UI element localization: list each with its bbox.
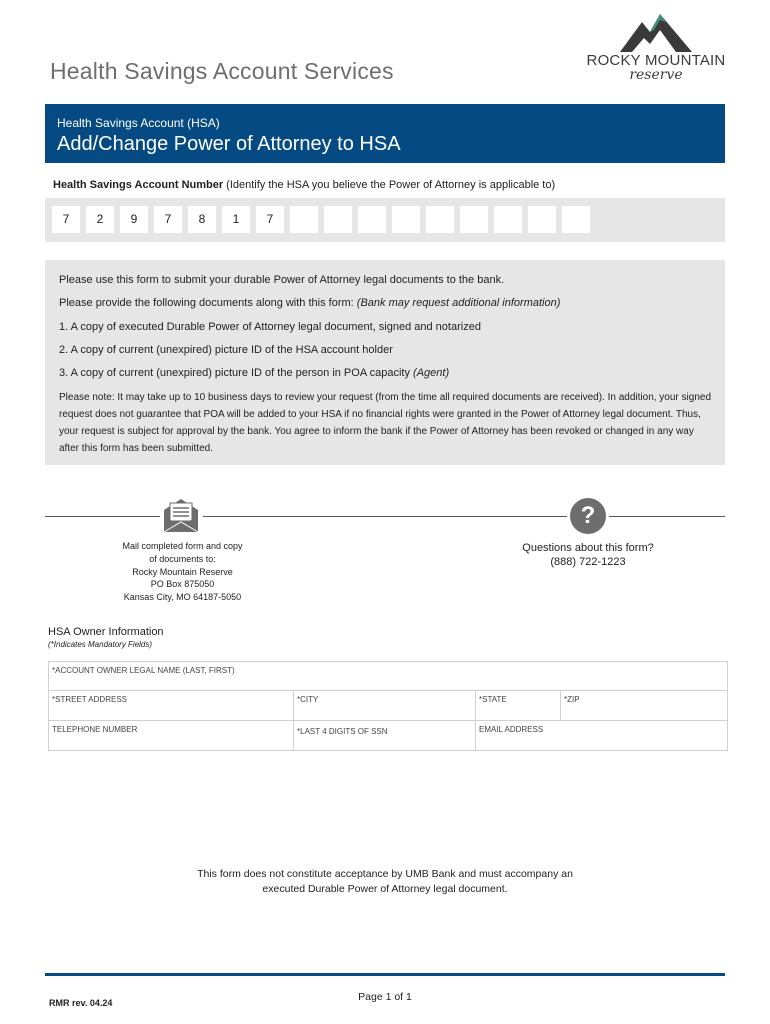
email-label: EMAIL ADDRESS (479, 725, 544, 734)
ssn-last4-field[interactable] (293, 720, 476, 751)
account-digit-4[interactable]: 7 (154, 206, 182, 233)
telephone-label: TELEPHONE NUMBER (52, 725, 138, 734)
instructions-intro: Please use this form to submit your durable Power of Attorney legal documents to the bank. (59, 274, 505, 286)
logo-text-line1: ROCKY MOUNTAIN (586, 52, 726, 69)
form-title-banner (45, 104, 725, 163)
telephone-field[interactable] (48, 720, 294, 751)
account-digit-8[interactable] (290, 206, 318, 233)
account-digit-16[interactable] (562, 206, 590, 233)
disclaimer-line-2: executed Durable Power of Attorney legal document. (262, 883, 508, 895)
instructions-item-3 (59, 367, 449, 379)
account-number-label (53, 179, 555, 191)
account-digit-12[interactable] (426, 206, 454, 233)
questions-phone: (888) 722-1223 (550, 556, 626, 568)
state-label: *STATE (479, 695, 507, 704)
instructions-item-3-note: (Agent) (413, 367, 450, 379)
zip-field[interactable] (560, 690, 728, 721)
mailing-address (95, 540, 270, 604)
city-label: *CITY (297, 695, 319, 704)
account-number-label-hint: (Identify the HSA you believe the Power of Attorney is applicable to) (223, 179, 556, 191)
account-digit-1[interactable]: 7 (52, 206, 80, 233)
owner-name-field[interactable] (48, 661, 728, 691)
page-title: Health Savings Account Services (50, 58, 394, 84)
account-digit-9[interactable] (324, 206, 352, 233)
account-digit-11[interactable] (392, 206, 420, 233)
mail-line-4: PO Box 875050 (150, 579, 215, 590)
account-digit-5[interactable]: 8 (188, 206, 216, 233)
zip-label: *ZIP (564, 695, 580, 704)
owner-section-title: HSA Owner Information (48, 626, 164, 638)
owner-name-label: *ACCOUNT OWNER LEGAL NAME (LAST, FIRST) (52, 666, 235, 675)
account-digit-3[interactable]: 9 (120, 206, 148, 233)
instructions-panel (45, 260, 725, 465)
owner-info-grid (48, 661, 728, 751)
envelope-icon (162, 496, 200, 534)
account-digit-13[interactable] (460, 206, 488, 233)
ssn-last4-label: *LAST 4 DIGITS OF SSN (297, 727, 388, 736)
instructions-provide-text: Please provide the following documents along with this form: (59, 297, 357, 309)
city-field[interactable] (293, 690, 476, 721)
banner-subtitle: Health Savings Account (HSA) (57, 116, 220, 130)
mail-line-5: Kansas City, MO 64187-5050 (123, 592, 242, 603)
account-digit-14[interactable] (494, 206, 522, 233)
account-digit-6[interactable]: 1 (222, 206, 250, 233)
divider-middle (203, 516, 567, 517)
instructions-note: Please note: It may take up to 10 business days to review your request (from the time all required documents are received). In addition, your signed request does not guarantee that POA will be added to your HSA if no financial rights were granted in the Power of Attorney legal document. Thus, your request is subject for approval by the bank. You agree to inform the bank if the Power of Attorney has been revoked or changed in any way after this form has been submitted. (59, 392, 712, 454)
owner-section-subtitle: (*Indicates Mandatory Fields) (48, 640, 153, 649)
divider-right (609, 516, 725, 517)
questions-contact (500, 541, 676, 569)
account-digit-2[interactable]: 2 (86, 206, 114, 233)
street-address-field[interactable] (48, 690, 294, 721)
account-digit-7[interactable]: 7 (256, 206, 284, 233)
state-field[interactable] (475, 690, 561, 721)
disclaimer (150, 867, 620, 897)
account-number-field (45, 198, 725, 242)
instructions-provide-note: (Bank may request additional information) (356, 297, 561, 309)
mail-line-3: Rocky Mountain Reserve (132, 566, 233, 577)
revision-code: RMR rev. 04.24 (49, 998, 113, 1008)
account-digit-15[interactable] (528, 206, 556, 233)
page-number: Page 1 of 1 (358, 991, 412, 1003)
mountain-logo-icon (620, 12, 692, 52)
mail-line-2: of documents to: (149, 553, 216, 564)
instructions-item-1: 1. A copy of executed Durable Power of Attorney legal document, signed and notarized (59, 321, 481, 333)
mail-line-1: Mail completed form and copy (122, 541, 243, 551)
instructions-item-3-text: 3. A copy of current (unexpired) picture ID of the person in POA capacity (59, 367, 414, 379)
divider-left-a (45, 516, 160, 517)
banner-title: Add/Change Power of Attorney to HSA (57, 133, 401, 155)
street-address-label: *STREET ADDRESS (52, 695, 127, 704)
email-field[interactable] (475, 720, 728, 751)
account-digit-10[interactable] (358, 206, 386, 233)
instructions-provide (59, 297, 560, 309)
footer-rule (45, 973, 725, 976)
disclaimer-line-1: This form does not constitute acceptance by UMB Bank and must accompany an (197, 868, 573, 880)
account-number-label-bold: Health Savings Account Number (53, 179, 224, 191)
instructions-item-2: 2. A copy of current (unexpired) picture ID of the HSA account holder (59, 344, 393, 356)
logo-text-line2: reserve (629, 67, 683, 83)
question-icon: ? (570, 498, 606, 534)
questions-line-1: Questions about this form? (522, 542, 654, 554)
rocky-mountain-logo (585, 12, 727, 84)
